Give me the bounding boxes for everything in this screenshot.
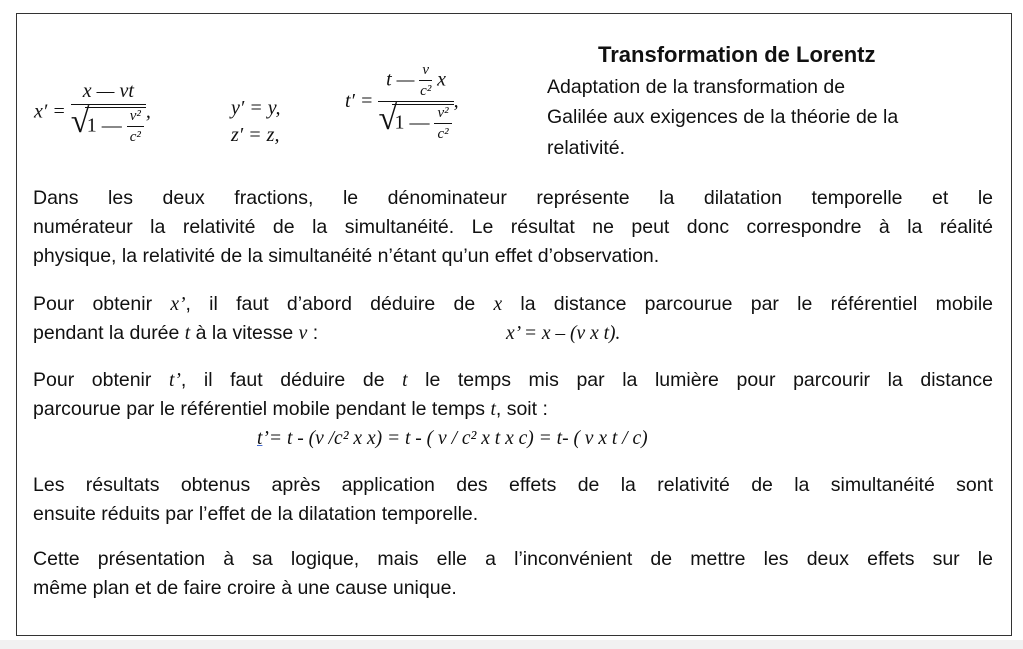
t-num-c2: c² (420, 83, 432, 99)
x-den-c2: c² (129, 129, 141, 145)
t-num-t: t — (386, 68, 415, 91)
p2-formula: x’ = x – (v x t). (506, 323, 621, 344)
x-prime-label: x′ = (34, 100, 66, 123)
page-title: Transformation de Lorentz (598, 42, 876, 67)
paragraph-3 (33, 366, 993, 453)
t-fraction (378, 62, 453, 143)
t-den-one: 1 — (394, 111, 430, 134)
x-den-one: 1 — (86, 114, 122, 137)
p3-line-2: parcourue par le référentiel mobile pendant le temps t, soit : (33, 398, 548, 420)
x-den-v2: v² (127, 108, 144, 127)
p1-line-1: Dans les deux fractions, le dénominateur représente la dilatation temporelle et le (33, 187, 993, 209)
paragraph-4 (33, 471, 993, 529)
p3-formula: t’= t - (v /c² x x) = t - ( v / c² x t x c) = t- ( v x t / c) (257, 428, 648, 449)
p3-line-1: Pour obtenir t’, il faut déduire de t le temps mis par la lumière pour parcourir la distance (33, 369, 993, 391)
formula-y-prime: y′ = y, (231, 97, 281, 119)
intro-line-1: Adaptation de la transformation de (547, 76, 846, 98)
t-den-v2: v² (434, 105, 451, 124)
p2-line-1: Pour obtenir x’, il faut d’abord déduire de x la distance parcourue par le référentiel mobile (33, 293, 994, 315)
x-denominator (71, 105, 146, 146)
t-numerator (378, 62, 453, 102)
p5-line-2: même plan et de faire croire à une cause unique. (33, 577, 457, 599)
p5-line-1: Cette présentation à sa logique, mais elle a l’inconvénient de mettre les deux effets sur le (33, 548, 993, 570)
t-sqrt: √ 1 — $\frac{\text{v²}}{\text{c²}}$ (378, 104, 453, 143)
p1-line-2: numérateur la relativité de la simultanéité. Le résultat ne peut donc correspondre à la réalité (33, 216, 993, 238)
formula-x-prime (34, 80, 151, 146)
p4-line-2: ensuite réduits par l’effet de la dilatation temporelle. (33, 503, 479, 525)
formula-t-prime (345, 62, 459, 143)
x-sqrt: √ 1 — $\frac{\text{v²}}{\text{c²}}$ (71, 107, 146, 146)
paragraph-1 (33, 184, 993, 271)
formula-z-prime: z′ = z, (231, 124, 280, 146)
p2-line-2: pendant la durée t à la vitesse v : x’ = x – (v x t). (33, 319, 993, 348)
paragraph-5 (33, 545, 993, 603)
bottom-strip (0, 640, 1023, 649)
p1-line-3: physique, la relativité de la simultanéité n’étant qu’un effet d’observation. (33, 245, 660, 267)
t-den-c2: c² (437, 126, 449, 142)
t-num-x: x (437, 68, 446, 91)
x-fraction (71, 80, 146, 146)
t-comma: , (453, 90, 459, 113)
intro-line-2: Galilée aux exigences de la théorie de la (547, 106, 899, 128)
t-prime-label: t′ = (345, 90, 374, 113)
t-denominator (378, 102, 453, 143)
intro-line-3: relativité. (547, 137, 626, 159)
paragraph-2 (33, 290, 993, 348)
x-numerator: x — vt (71, 80, 146, 105)
t-num-v: v (419, 62, 432, 81)
x-comma: , (145, 100, 151, 123)
p4-line-1: Les résultats obtenus après application des effets de la relativité de la simultanéité sont (33, 474, 993, 496)
